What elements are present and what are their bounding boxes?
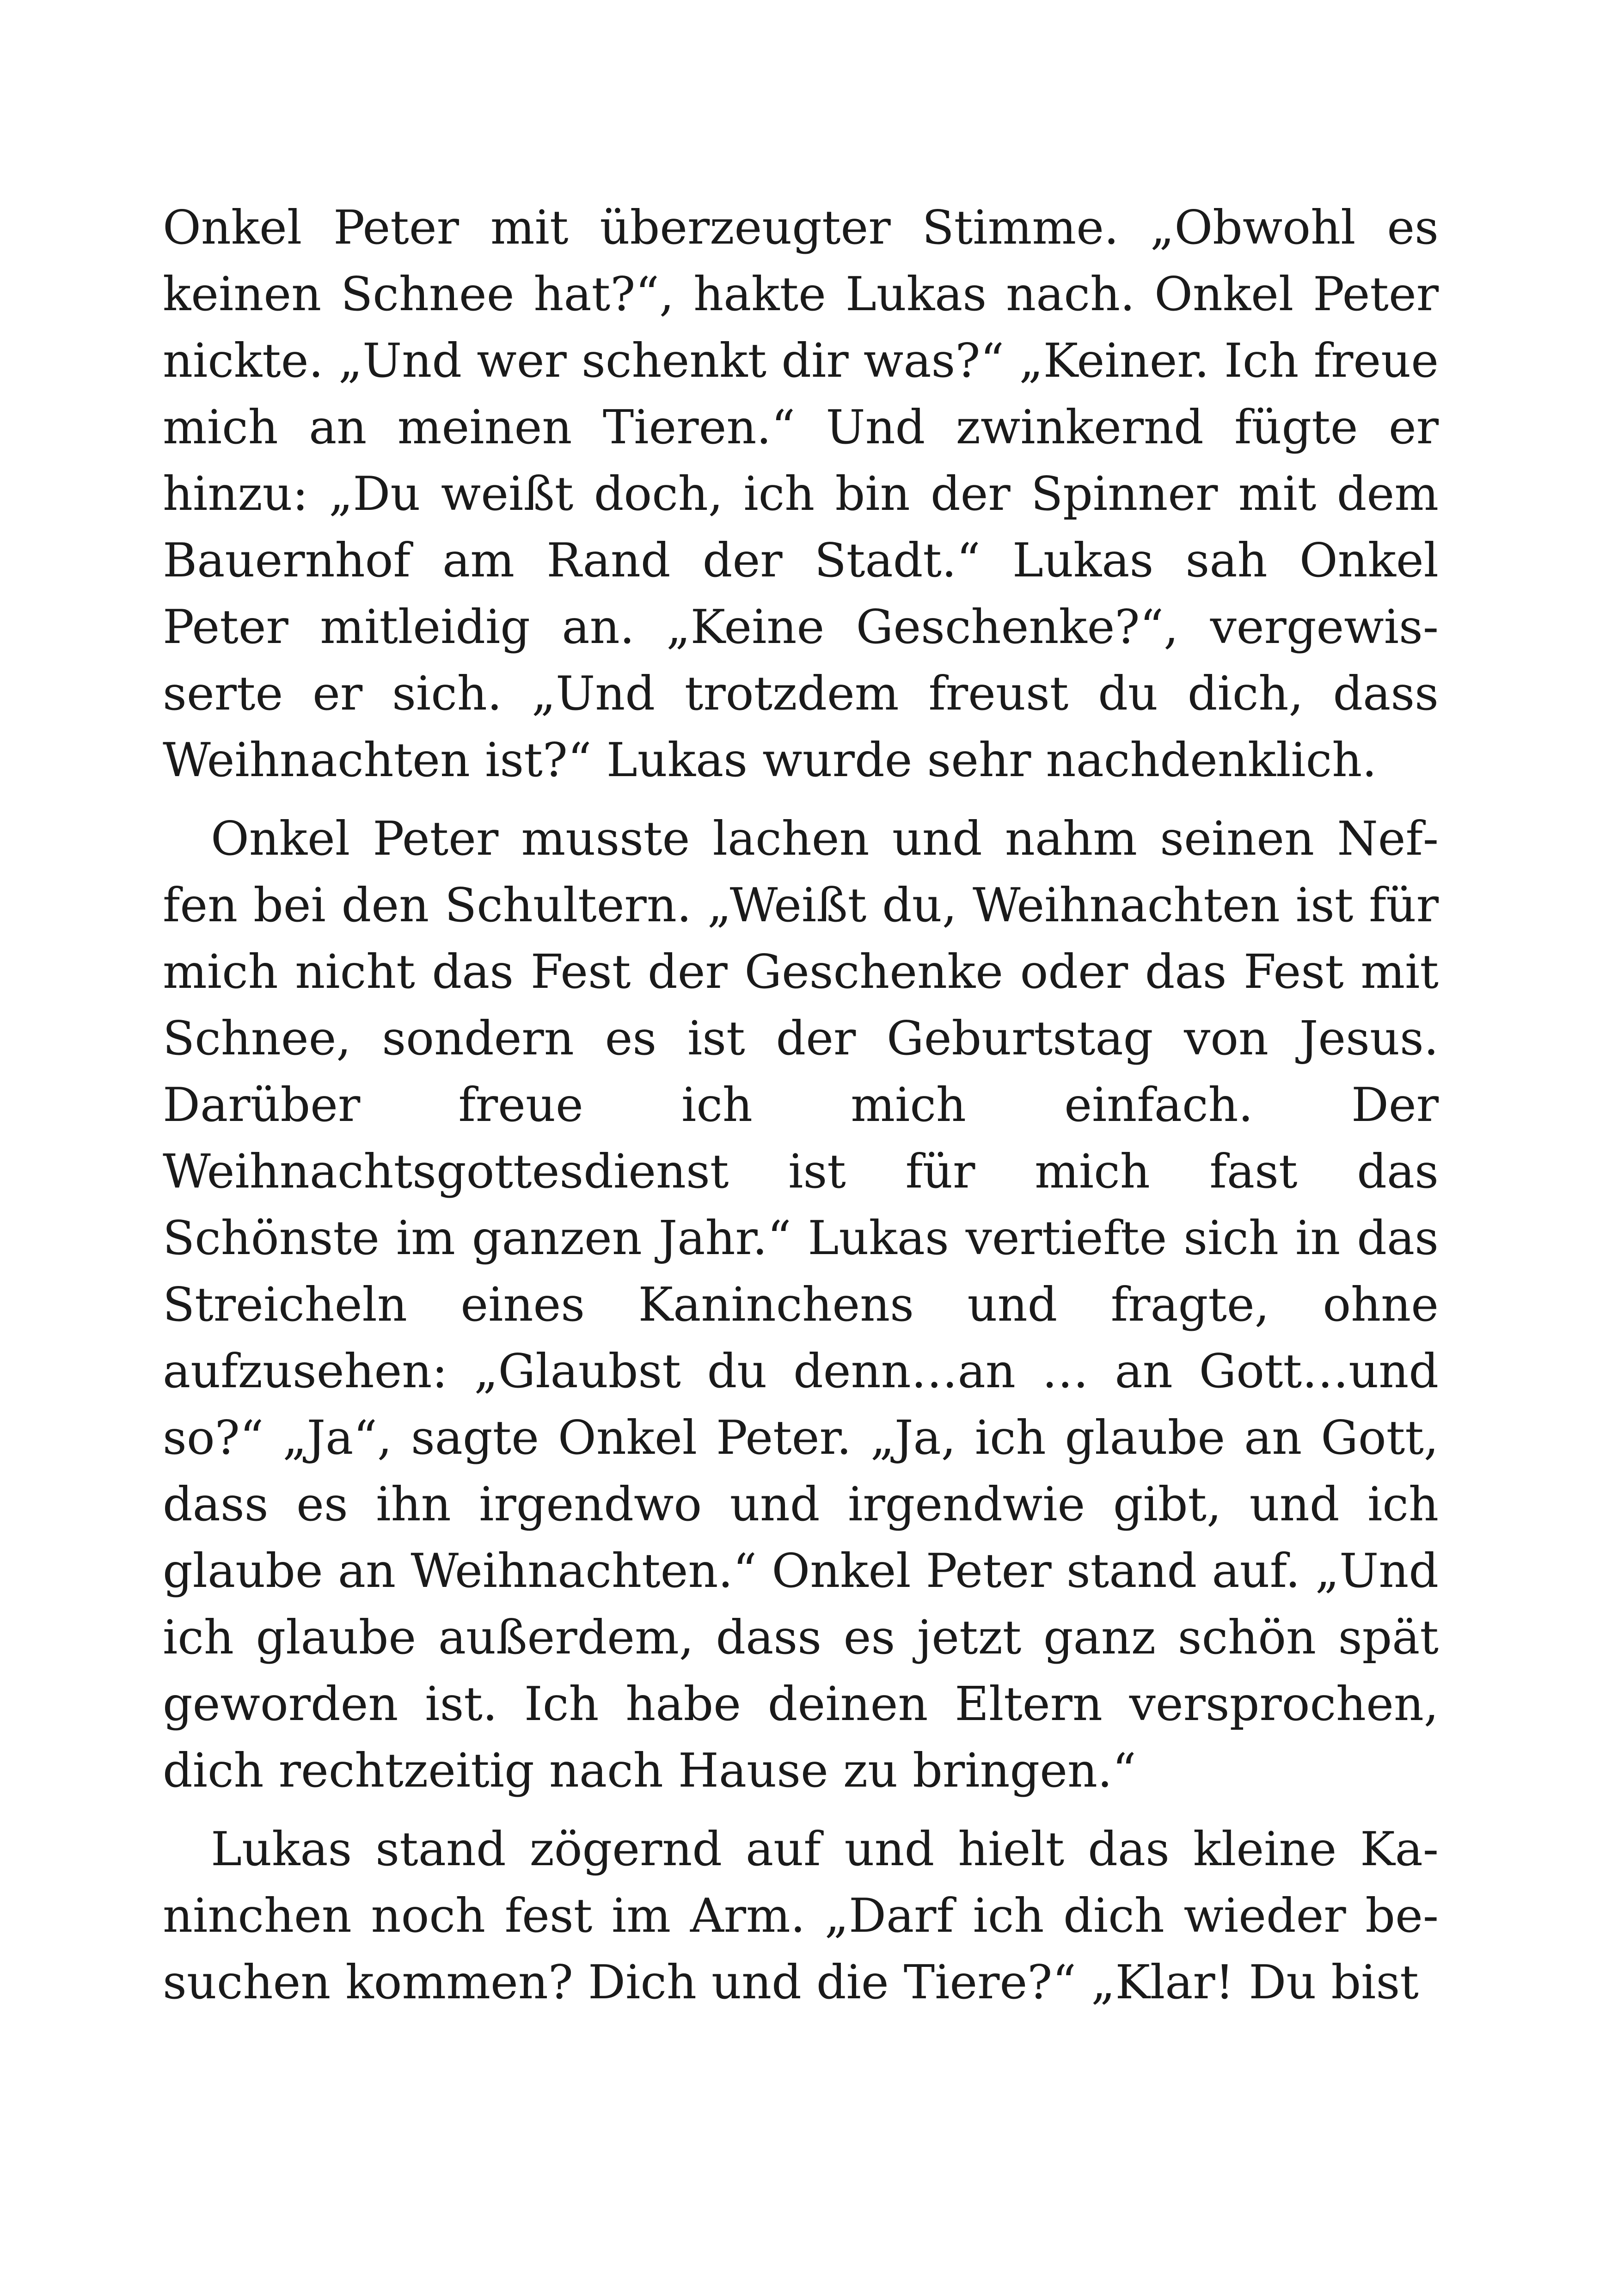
paragraph-1: Onkel Peter mit überzeugter Stimme. „Obwohl es keinen Schnee hat?“, hakte Lukas nach. Onkel Peter nickte. „Und wer schenkt dir was?“ „Keiner. Ich freue mich an meinen Tieren.“ Und zwinkernd fügte er hinzu: „Du weißt doch, ich bin der Spinner mit dem Bauernhof am Rand der Stadt.“ Lukas sah Onkel Peter mitleidig an. „Keine Geschenke?“, vergewisserte er sich. „Und trotzdem freust du dich, dass Weihnachten ist?“ Lukas wurde sehr nachdenklich. [163,200,1439,787]
paragraph-3: Lukas stand zögernd auf und hielt das kleine Kaninchen noch fest im Arm. „Darf ich dich wieder besuchen kommen? Dich und die Tiere?“ „Klar! Du bist [163,1822,1439,2009]
body-text [163,194,1439,2015]
paragraph-2: Onkel Peter musste lachen und nahm seinen Neffen bei den Schultern. „Weißt du, Weihnachten ist für mich nicht das Fest der Geschenke oder das Fest mit Schnee, sondern es ist der Geburtstag von Jesus. Darüber freue ich mich einfach. Der Weihnachtsgottesdienst ist für mich fast das Schönste im ganzen Jahr.“ Lukas vertiefte sich in das Streicheln eines Kaninchens und fragte, ohne aufzusehen: „Glaubst du denn…an … an Gott…und so?“ „Ja“, sagte Onkel Peter. „Ja, ich glaube an Gott, dass es ihn irgendwo und irgendwie gibt, und ich glaube an Weihnachten.“ Onkel Peter stand auf. „Und ich glaube außerdem, dass es jetzt ganz schön spät geworden ist. Ich habe deinen Eltern versprochen, dich rechtzeitig nach Hause zu bringen.“ [163,811,1439,1798]
